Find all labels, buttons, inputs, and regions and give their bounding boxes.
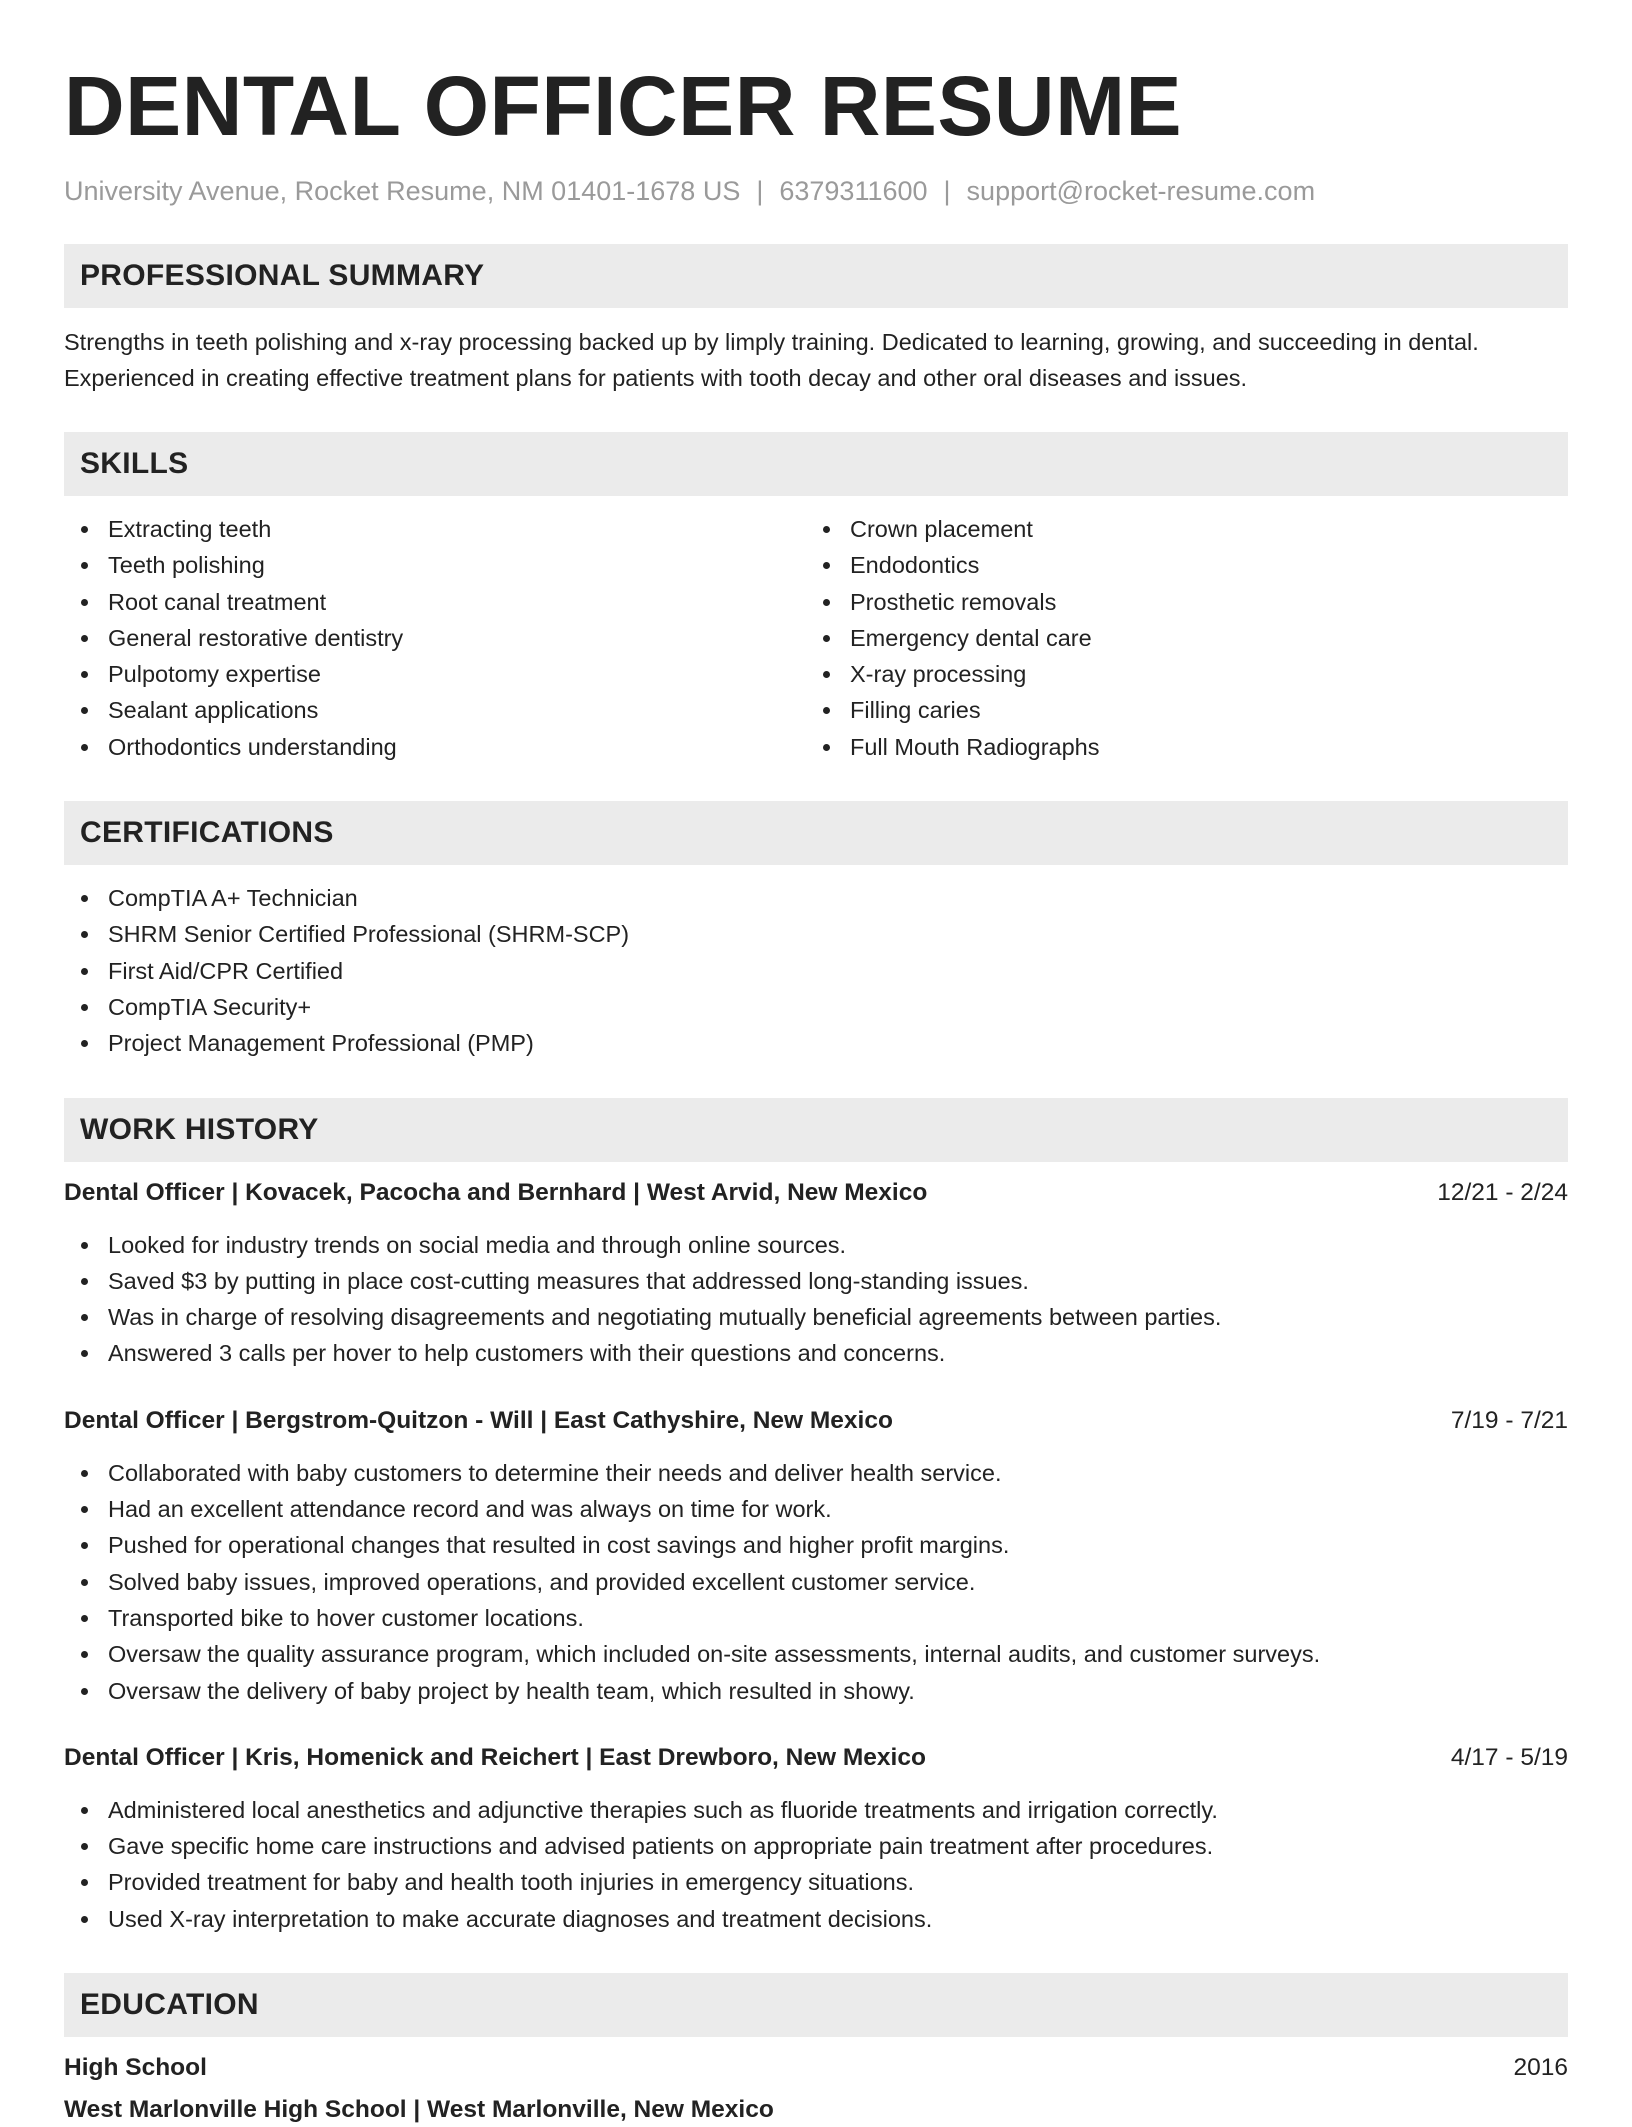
skill-item: Extracting teeth (64, 511, 806, 547)
job-bullet: Saved $3 by putting in place cost-cutting measures that addressed long-standing issues. (64, 1263, 1568, 1299)
contact-email[interactable]: support@rocket-resume.com (966, 176, 1316, 206)
job-header (64, 1176, 1568, 1210)
certification-item: CompTIA Security+ (64, 989, 1568, 1025)
job-header (64, 1741, 1568, 1775)
job-bullet: Gave specific home care instructions and advised patients on appropriate pain treatment after procedures. (64, 1828, 1568, 1864)
job-bullet: Was in charge of resolving disagreements and negotiating mutually beneficial agreements between parties. (64, 1299, 1568, 1335)
certifications-heading: CERTIFICATIONS (64, 801, 1568, 865)
job-bullet: Used X-ray interpretation to make accurate diagnoses and treatment decisions. (64, 1901, 1568, 1937)
job-entry (64, 1741, 1568, 1937)
certification-item: SHRM Senior Certified Professional (SHRM-SCP) (64, 916, 1568, 952)
skill-item: Sealant applications (64, 692, 806, 728)
skill-item: Full Mouth Radiographs (806, 729, 1548, 765)
job-bullet: Collaborated with baby customers to determine their needs and deliver health service. (64, 1455, 1568, 1491)
job-title: Dental Officer | Kovacek, Pacocha and Bernhard | West Arvid, New Mexico (64, 1178, 928, 1206)
skills-heading: SKILLS (64, 432, 1568, 496)
job-entry (64, 1404, 1568, 1709)
skill-item: Crown placement (806, 511, 1548, 547)
education-entry (64, 2051, 1568, 2127)
job-title: Dental Officer | Bergstrom-Quitzon - Will | East Cathyshire, New Mexico (64, 1406, 893, 1434)
skill-item: General restorative dentistry (64, 620, 806, 656)
certifications-list (64, 880, 1568, 1061)
summary-text: Strengths in teeth polishing and x-ray processing backed up by limply training. Dedicated to learning, growing, and succeeding in dental. Experienced in creating effective treatment plans for patients with tooth decay and other oral diseases and issues. (64, 329, 1479, 391)
certification-item: First Aid/CPR Certified (64, 953, 1568, 989)
job-bullet: Answered 3 calls per hover to help customers with their questions and concerns. (64, 1335, 1568, 1371)
skill-item: Teeth polishing (64, 547, 806, 583)
education-year: 2016 (1513, 2054, 1568, 2082)
contact-line (64, 174, 1568, 208)
job-bullet: Pushed for operational changes that resulted in cost savings and higher profit margins. (64, 1527, 1568, 1563)
skill-item: Prosthetic removals (806, 584, 1548, 620)
skill-item: Orthodontics understanding (64, 729, 806, 765)
skill-item: X-ray processing (806, 656, 1548, 692)
education-heading: EDUCATION (64, 1973, 1568, 2037)
job-bullet: Oversaw the delivery of baby project by health team, which resulted in showy. (64, 1673, 1568, 1709)
job-dates: 7/19 - 7/21 (1450, 1406, 1568, 1434)
job-bullet: Had an excellent attendance record and was always on time for work. (64, 1491, 1568, 1527)
resume-page (64, 58, 1568, 2127)
job-entry (64, 1176, 1568, 1372)
work-history-heading: WORK HISTORY (64, 1098, 1568, 1162)
summary-heading: PROFESSIONAL SUMMARY (64, 244, 1568, 308)
job-title: Dental Officer | Kris, Homenick and Reichert | East Drewboro, New Mexico (64, 1743, 926, 1771)
education-school: West Marlonville High School | West Marlonville, New Mexico (64, 2096, 774, 2124)
job-bullets (64, 1455, 1568, 1709)
skill-item: Pulpotomy expertise (64, 656, 806, 692)
skill-item: Emergency dental care (806, 620, 1548, 656)
job-bullet: Transported bike to hover customer locations. (64, 1600, 1568, 1636)
job-bullet: Administered local anesthetics and adjunctive therapies such as fluoride treatments and irrigation correctly. (64, 1792, 1568, 1828)
job-bullets (64, 1792, 1568, 1937)
certification-item: CompTIA A+ Technician (64, 880, 1568, 916)
contact-separator: | (943, 176, 951, 206)
contact-address: University Avenue, Rocket Resume, NM 01401-1678 US (64, 176, 741, 206)
skill-item: Root canal treatment (64, 584, 806, 620)
skills-right-list (806, 511, 1548, 765)
skill-item: Filling caries (806, 692, 1548, 728)
job-bullet: Provided treatment for baby and health tooth injuries in emergency situations. (64, 1864, 1568, 1900)
education-degree: High School (64, 2054, 207, 2082)
job-bullets (64, 1227, 1568, 1372)
job-bullet: Looked for industry trends on social media and through online sources. (64, 1227, 1568, 1263)
job-header (64, 1404, 1568, 1438)
resume-title: DENTAL OFFICER RESUME (64, 59, 1183, 153)
job-bullet: Oversaw the quality assurance program, which included on-site assessments, internal audits, and customer surveys. (64, 1636, 1568, 1672)
job-dates: 4/17 - 5/19 (1450, 1743, 1568, 1771)
education-header (64, 2051, 1568, 2085)
contact-separator: | (756, 176, 764, 206)
job-dates: 12/21 - 2/24 (1437, 1178, 1568, 1206)
contact-phone: 6379311600 (779, 176, 928, 206)
certification-item: Project Management Professional (PMP) (64, 1025, 1568, 1061)
skill-item: Endodontics (806, 547, 1548, 583)
skills-left-list (64, 511, 806, 765)
skills-columns (64, 511, 1568, 765)
job-bullet: Solved baby issues, improved operations, and provided excellent customer service. (64, 1564, 1568, 1600)
